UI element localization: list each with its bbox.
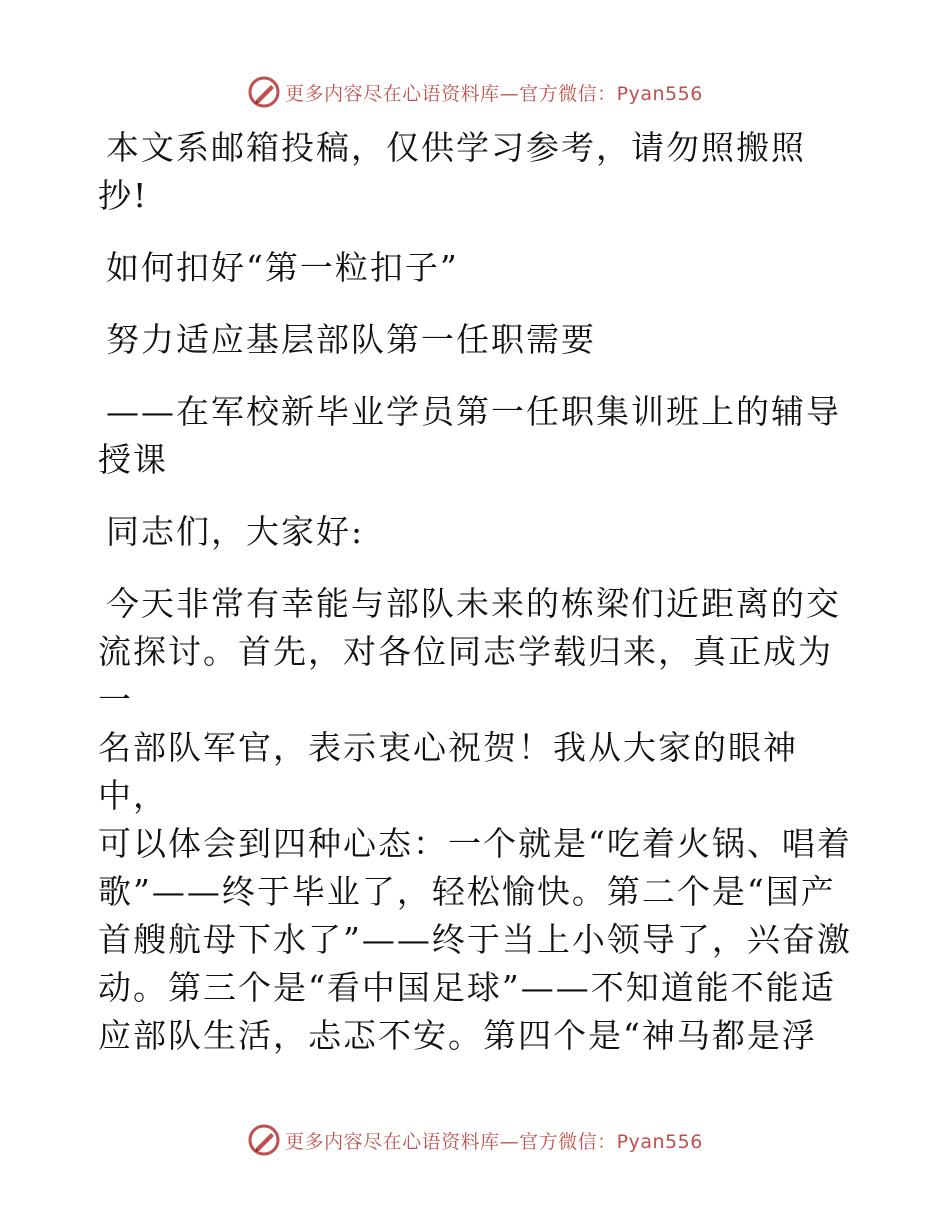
pen-logo-icon (247, 75, 281, 109)
footer-banner-text: 更多内容尽在心语资料库—官方微信：Pyan556 (285, 1130, 703, 1153)
pen-logo-icon (247, 1123, 281, 1157)
byline-line-2: 授课 (98, 440, 168, 479)
document-title: 如何扣好“第一粒扣子” (106, 248, 459, 287)
header-banner (0, 72, 950, 112)
byline-line-1: ——在军校新毕业学员第一任职集训班上的辅导 (106, 392, 841, 431)
body-line-2: 流探讨。首先，对各位同志学载归来，真正成为一 (98, 632, 833, 719)
body-paragraph (98, 580, 858, 1060)
body-line-3: 名部队军官，表示衷心祝贺！我从大家的眼神中， (98, 728, 798, 815)
byline-paragraph (98, 388, 858, 484)
notice-paragraph (98, 124, 858, 220)
body-line-5: 歌”——终于毕业了，轻松愉快。第二个是“国产 (98, 872, 836, 911)
greeting: 同志们，大家好: (106, 512, 365, 551)
body-line-6: 首艘航母下水了”——终于当上小领导了，兴奋激 (98, 920, 852, 959)
body-line-8: 应部队生活，忐忑不安。第四个是“神马都是浮 (98, 1016, 817, 1055)
footer-banner (0, 1120, 950, 1160)
body-line-1: 今天非常有幸能与部队未来的栋梁们近距离的交 (106, 584, 841, 623)
document-subtitle: 努力适应基层部队第一任职需要 (106, 320, 596, 359)
header-banner-text: 更多内容尽在心语资料库—官方微信：Pyan556 (285, 82, 703, 105)
document-body (98, 124, 858, 1084)
body-line-4: 可以体会到四种心态：一个就是“吃着火锅、唱着 (98, 824, 852, 863)
notice-line-2: 抄! (98, 176, 149, 215)
body-line-7: 动。第三个是“看中国足球”——不知道能不能适 (98, 968, 836, 1007)
notice-line-1: 本文系邮箱投稿，仅供学习参考，请勿照搬照 (106, 128, 806, 167)
